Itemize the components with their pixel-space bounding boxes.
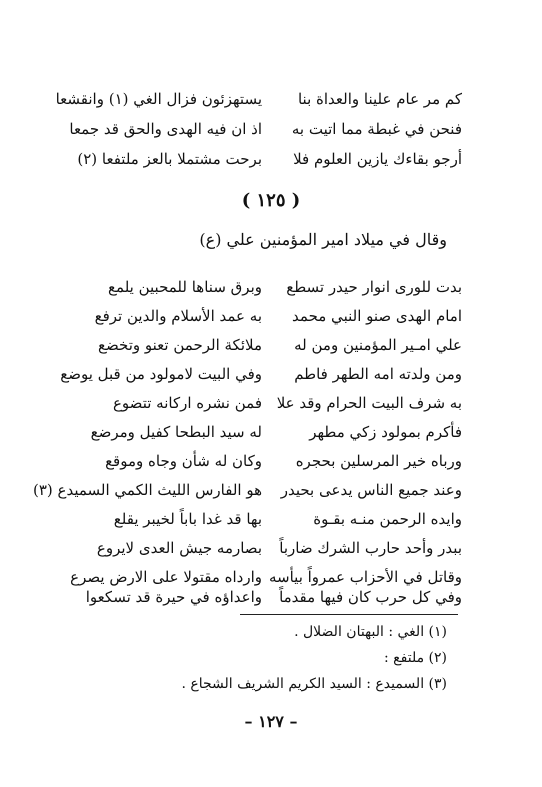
second-hemistich: وكان له شأن وجاه وموقع	[105, 452, 262, 470]
verse-line	[0, 533, 542, 563]
first-hemistich: امام الهدى صنو النبي محمد	[292, 307, 462, 325]
first-hemistich: وعند جميع الناس يدعى بحيدر	[280, 481, 462, 499]
second-hemistich: فمن نشره اركانه تتضوع	[112, 394, 262, 412]
second-hemistich: يستهزئون فزال الغي (١) وانقشعا	[55, 90, 262, 108]
second-hemistich: برحت مشتملا بالعز ملتفعا (٢)	[77, 150, 262, 168]
first-hemistich: وايده الرحمن منـه بقـوة	[313, 510, 462, 528]
verse-line	[0, 475, 542, 505]
second-hemistich: وارداه مقتولا على الارض يصرع	[70, 568, 262, 586]
verse-line	[0, 84, 542, 114]
first-hemistich: كم مر عام علينا والعداة بنا	[297, 90, 462, 108]
page-number: – ١٢٧ –	[244, 712, 298, 731]
first-hemistich: أرجو بقاءك يازين العلوم فلا	[293, 150, 462, 168]
verse-line	[0, 301, 542, 331]
second-hemistich: وبرق سناها للمحبين يلمع	[108, 278, 262, 296]
first-hemistich: ببدر وأحد حارب الشرك ضارباً	[279, 539, 462, 557]
first-hemistich: ورباه خير المرسلين بحجره	[295, 452, 462, 470]
second-hemistich: واعداؤه في حيرة قد تسكعوا	[85, 588, 262, 606]
poem-heading: وقال في ميلاد امير المؤمنين علي (ع)	[199, 230, 447, 249]
poem-number: ( ١٢٥ )	[241, 190, 301, 211]
first-hemistich: فأكرم بمولود زكي مطهر	[309, 423, 462, 441]
verse-line	[0, 504, 542, 534]
second-hemistich: اذ ان فيه الهدى والحق قد جمعا	[69, 120, 262, 138]
verse-line	[0, 582, 542, 612]
verse-line	[0, 144, 542, 174]
verse-line	[0, 417, 542, 447]
first-hemistich: فنحن في غبطة مما اتيت به	[291, 120, 462, 138]
second-hemistich: بصارمه جيش العدى لايروع	[96, 539, 262, 557]
first-hemistich: علي امـير المؤمنين ومن له	[294, 336, 462, 354]
verse-line	[0, 446, 542, 476]
verse-line	[0, 359, 542, 389]
first-hemistich: وفي كل حرب كان فيها مقدماً	[279, 588, 462, 606]
second-hemistich: ملائكة الرحمن تعنو وتخضع	[98, 336, 262, 354]
footnote: (١) الغي : البهتان الضلال .	[294, 624, 447, 640]
second-hemistich: هو الفارس الليث الكمي السميدع (٣)	[32, 481, 262, 499]
second-hemistich: وفي البيت لامولود من قبل يوضع	[60, 365, 262, 383]
verse-line	[0, 388, 542, 418]
first-hemistich: ومن ولدته امه الطهر فاطم	[294, 365, 462, 383]
verse-line	[0, 330, 542, 360]
footnote: (٣) السميدع : السيد الكريم الشريف الشجاع .	[181, 676, 447, 692]
second-hemistich: به عمد الأسلام والدين ترفع	[94, 307, 262, 325]
second-hemistich: له سيد البطحا كفيل ومرضع	[90, 423, 262, 441]
verse-line	[0, 114, 542, 144]
first-hemistich: وقاتل في الأحزاب عمرواً بيأسه	[268, 568, 462, 586]
footnote: (٢) ملتفع :	[384, 650, 447, 666]
first-hemistich: به شرف البيت الحرام وقد علا	[276, 394, 462, 412]
second-hemistich: بها قد غدا باباً لخيبر يقلع	[113, 510, 262, 528]
first-hemistich: بدت للورى انوار حيدر تسطع	[286, 278, 462, 296]
verse-line	[0, 272, 542, 302]
footnote-divider	[240, 614, 458, 615]
